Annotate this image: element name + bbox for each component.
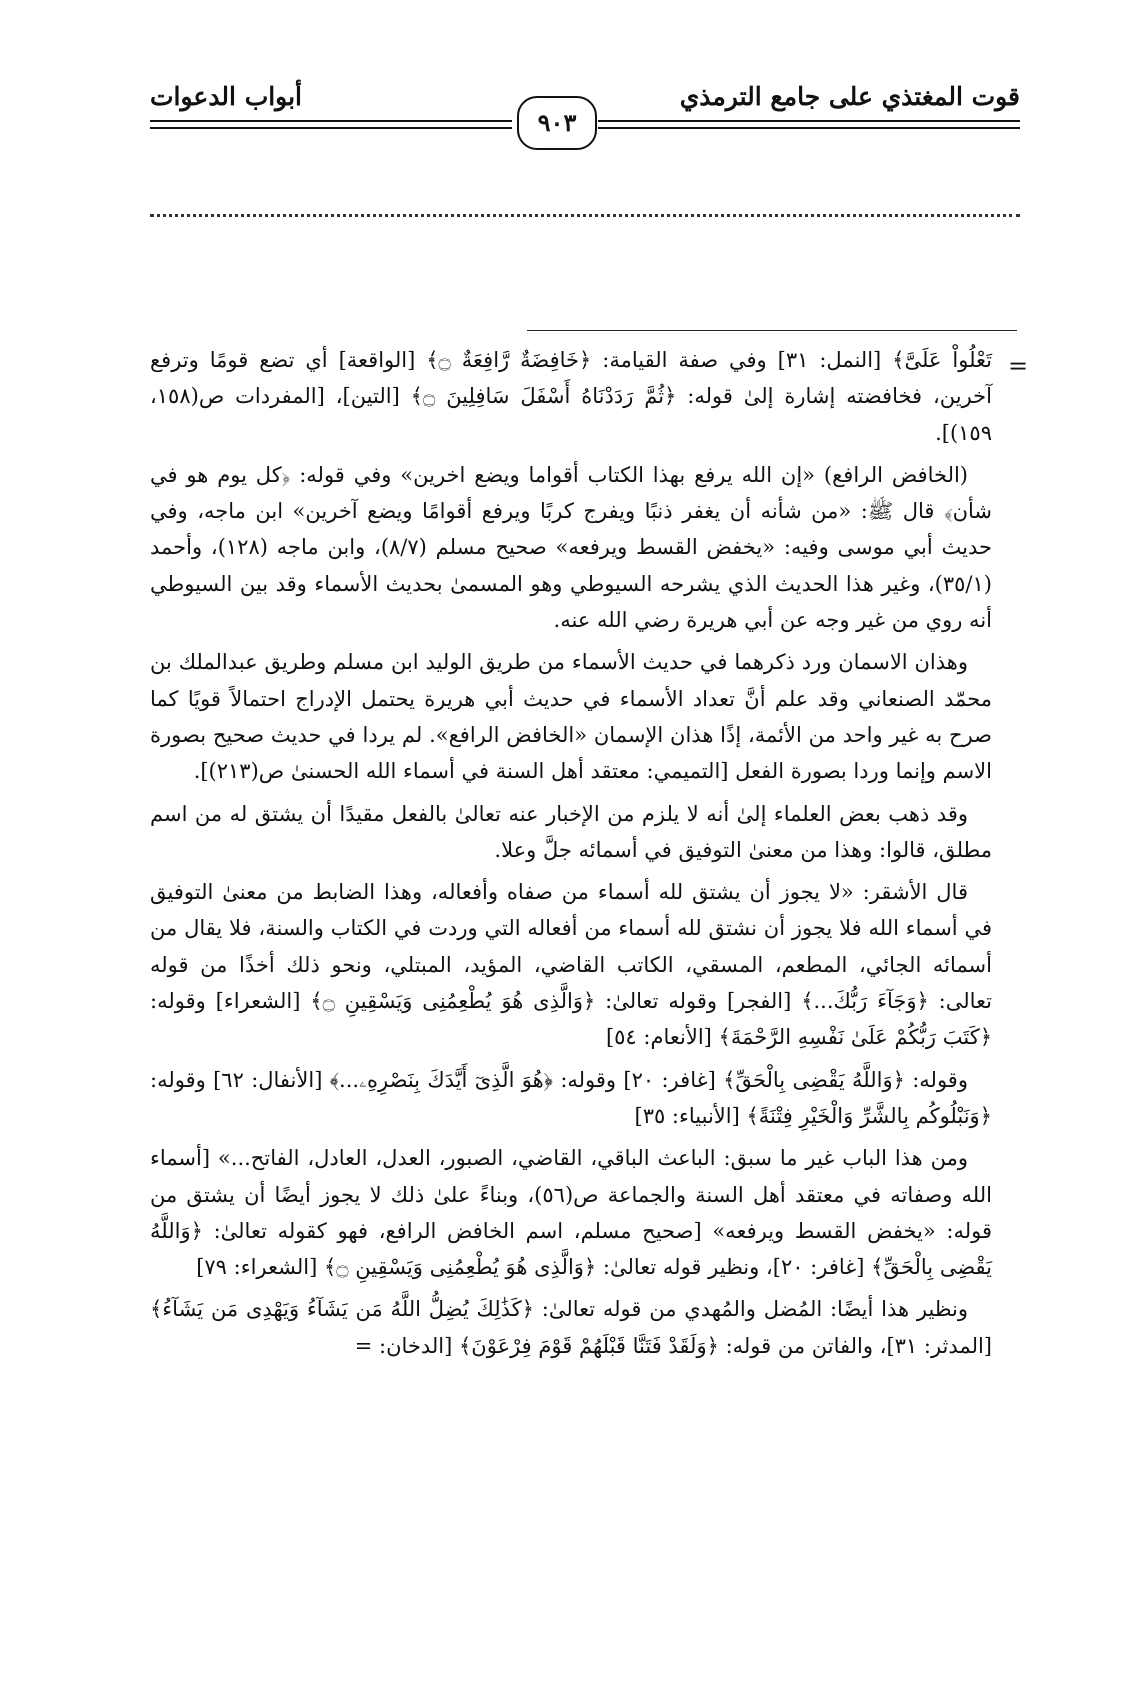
chapter-title: أبواب الدعوات: [150, 82, 303, 111]
header-rule-right-lower: [598, 127, 1020, 129]
header-rule-right: [598, 120, 1020, 122]
book-title: قوت المغتذي على جامع الترمذي: [679, 82, 1020, 111]
paragraph: ومن هذا الباب غير ما سبق: الباعث الباقي، القاضي، الصبور، العدل، العادل، الفاتح...» [أسماء الله وصفاته في معتقد أهل السنة والجماعة ص(٥٦)، وبناءً علىٰ ذلك لا يجوز أيضًا أن يشتق من قوله: «يخفض القسط ويرفعه» [صحيح مسلم، اسم الخافض الرافع، فهو كقوله تعالىٰ: ﴿وَاللَّهُ يَقْضِى بِالْحَقِّ﴾ [غافر: ٢٠]، ونظير قوله تعالىٰ: ﴿وَالَّذِى هُوَ يُطْعِمُنِى وَيَسْقِينِ ۝﴾ [الشعراء: ٧٩]: [150, 1146, 992, 1280]
paragraph: ونظير هذا أيضًا: المُضل والمُهدي من قوله تعالىٰ: ﴿كَذَٰلِكَ يُضِلُّ اللَّهُ مَن يَشَآءُ وَيَهْدِى مَن يَشَآءُ﴾ [المدثر: ٣١]، والفاتن من قوله: ﴿وَلَقَدْ فَتَنَّا قَبْلَهُمْ قَوْمَ فِرْعَوْنَ﴾ [الدخان: =: [150, 1297, 992, 1358]
header-rule-left: [150, 120, 512, 122]
continuation-mark: =: [1008, 352, 1029, 380]
page-header: [150, 82, 1020, 152]
paragraph: تَعْلُواْ عَلَىَّ﴾ [النمل: ٣١] وفي صفة القيامة: ﴿خَافِضَةٌ رَّافِعَةٌ ۝﴾ [الواقعة] أي تضع قومًا وترفع آخرين، فخافضته إشارة إلىٰ قوله: ﴿ثُمَّ رَدَدْنَاهُ أَسْفَلَ سَافِلِينَ ۝﴾ [التين]، [المفردات ص(١٥٨، ١٥٩)].: [150, 348, 992, 445]
paragraph: وقوله: ﴿وَاللَّهُ يَقْضِى بِالْحَقِّ﴾ [غافر: ٢٠] وقوله: ﴿هُوَ الَّذِىٓ أَيَّدَكَ بِنَصْرِهِۦ...﴾ [الأنفال: ٦٢] وقوله: ﴿وَنَبْلُوكُم بِالشَّرِّ وَالْخَيْرِ فِتْنَةً﴾ [الأنبياء: ٣٥]: [150, 1067, 992, 1128]
paragraph: (الخافض الرافع) «إن الله يرفع بهذا الكتاب أقواما ويضع اخرين» وفي قوله: ﴿كل يوم هو في شأن﴾ قال ﷺ: «من شأنه أن يغفر ذنبًا ويفرج كربًا ويرفع أقوامًا ويضع آخرين» ابن ماجه، وفي حديث أبي موسى وفيه: «يخفض القسط ويرفعه» صحيح مسلم (٨/٧)، وابن ماجه (١٢٨)، وأحمد (٣٥/١)، وغير هذا الحديث الذي يشرحه السيوطي وهو المسمىٰ بحديث الأسماء وقد بين السيوطي أنه روي من غير وجه عن أبي هريرة رضي الله عنه.: [150, 462, 992, 633]
paragraph: وقد ذهب بعض العلماء إلىٰ أنه لا يلزم من الإخبار عنه تعالىٰ بالفعل مقيدًا أن يشتق له من اسم مطلق، قالوا: وهذا من معنىٰ التوفيق في أسمائه جلَّ وعلا.: [150, 801, 992, 862]
footnote-text: [150, 342, 992, 1370]
dotted-separator: [150, 214, 1020, 217]
footnote-rule: [527, 330, 1017, 331]
paragraph: قال الأشقر: «لا يجوز أن يشتق لله أسماء من صفاه وأفعاله، وهذا الضابط من معنىٰ التوفيق في أسماء الله فلا يجوز أن نشتق لله أسماء من أفعاله التي وردت في الكتاب والسنة، فلا يقال من أسمائه الجائي، المطعم، المسقي، الكاتب القاضي، المؤيد، المبتلي، ونحو ذلك أخذًا من قوله تعالى: ﴿وَجَآءَ رَبُّكَ...﴾ [الفجر] وقوله تعالىٰ: ﴿وَالَّذِى هُوَ يُطْعِمُنِى وَيَسْقِينِ ۝﴾ [الشعراء] وقوله: ﴿كَتَبَ رَبُّكُمْ عَلَىٰ نَفْسِهِ الرَّحْمَةَ﴾ [الأنعام: ٥٤]: [150, 880, 992, 1050]
paragraph: وهذان الاسمان ورد ذكرهما في حديث الأسماء من طريق الوليد ابن مسلم وطريق عبدالملك بن محمّد الصنعاني وقد علم أنَّ تعداد الأسماء في حديث أبي هريرة يحتمل الإدراج احتمالاً قويًا كما صرح به غير واحد من الأئمة، إذًا هذان الإسمان «الخافض الرافع». لم يردا في حديث صحيح بصورة الاسم وإنما وردا بصورة الفعل [التميمي: معتقد أهل السنة في أسماء الله الحسنىٰ ص(٢١٣)].: [150, 650, 992, 784]
header-rule-left-lower: [150, 127, 512, 129]
page-number: ٩٠٣: [517, 96, 597, 150]
